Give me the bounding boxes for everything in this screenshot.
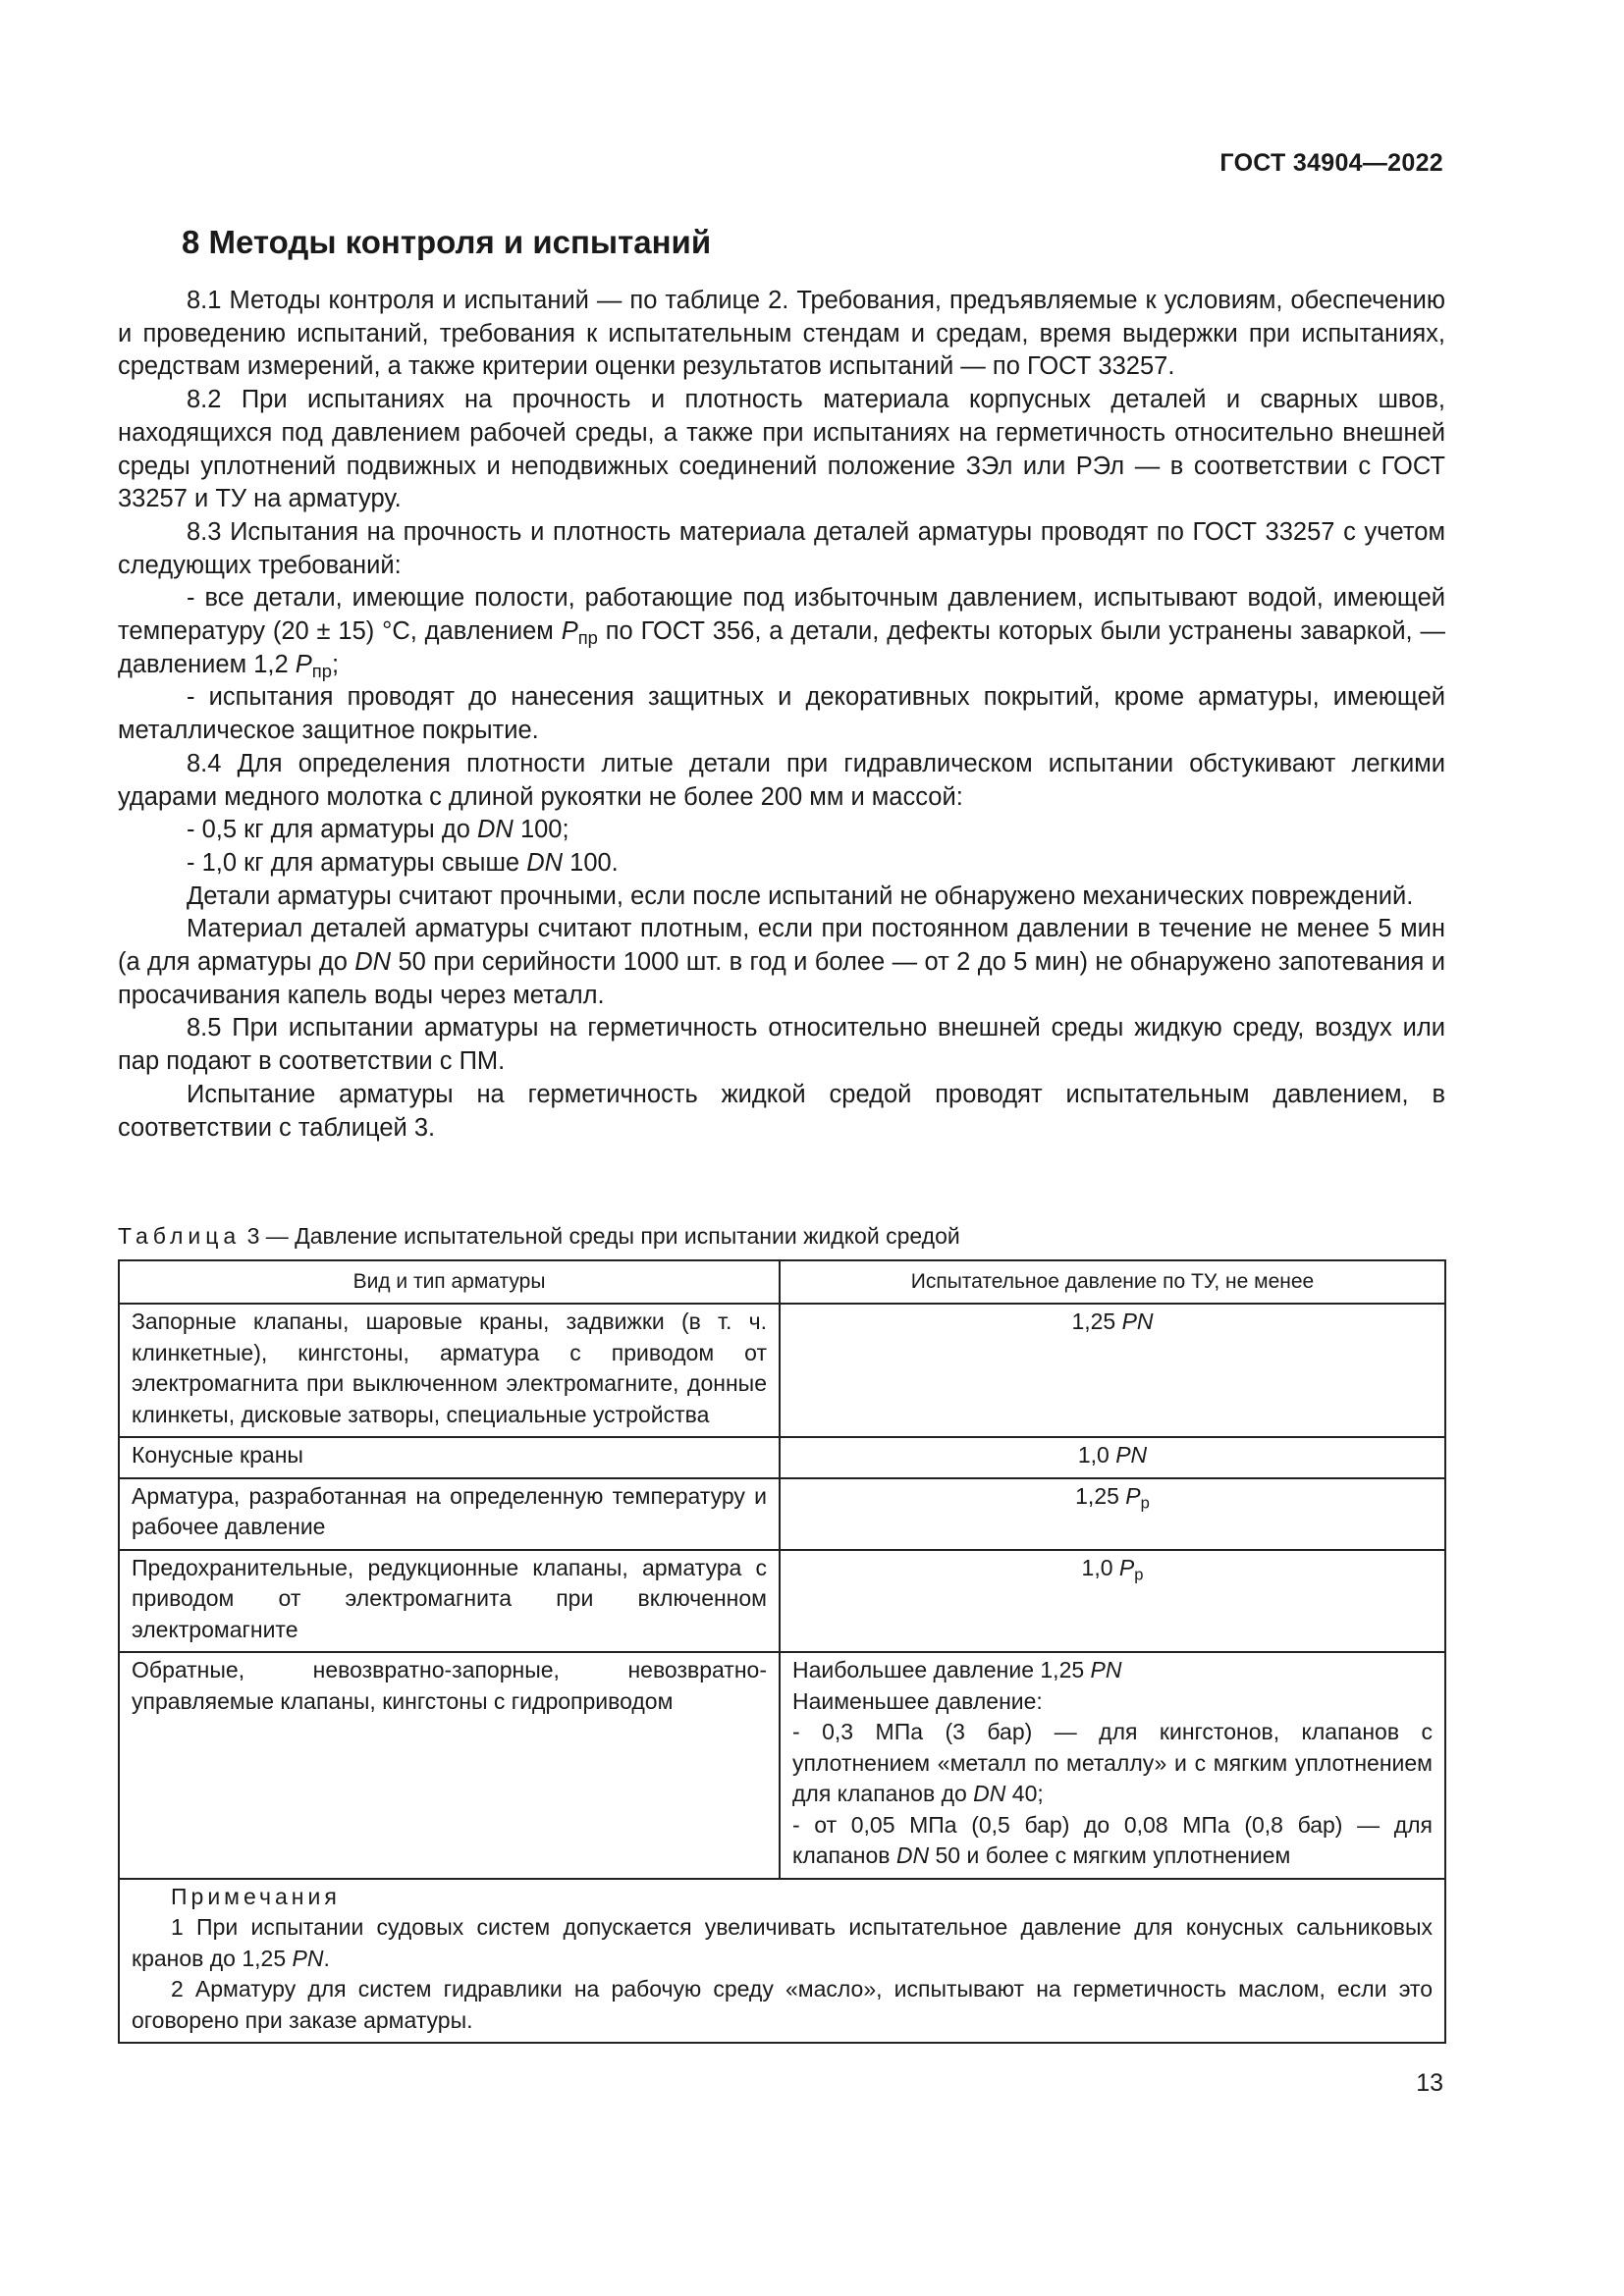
table-row	[119, 1652, 1445, 1879]
table-notes	[119, 1879, 1445, 2044]
table-header-row	[119, 1260, 1445, 1304]
paragraph-8-4-density: Материал деталей арматуры считают плотным, если при постоянном давлении в течение не менее 5 мин (а для арматуры до DN 50 при серийности 1000 шт. в год и более — от 2 до 5 мин) не обнаружено запотевания и просачивания капель воды через металл.	[118, 915, 1445, 1009]
page-number: 13	[1416, 2069, 1443, 2097]
column-header-valve-type: Вид и тип арматуры	[119, 1260, 780, 1304]
table-row	[119, 1550, 1445, 1653]
note-1: 1 При испытании судовых систем допускается увеличивать испытательное давление для конусных сальниковых кранов до 1,25 PN.	[132, 1914, 1433, 1971]
column-header-test-pressure: Испытательное давление по ТУ, не менее	[780, 1260, 1445, 1304]
table-cell: Запорные клапаны, шаровые краны, задвижки (в т. ч. клинкетные), кингстоны, арматура с приводом от электромагнита при выключенном электромагните, донные клинкеты, дисковые затворы, специальные устройства	[119, 1304, 780, 1437]
document-header: ГОСТ 34904—2022	[1219, 149, 1443, 177]
paragraph-8-1: 8.1 Методы контроля и испытаний — по таблице 2. Требования, предъявляемые к условиям, обеспечению и проведению испытаний, требования к испытательным стендам и средам, время выдержки при испытаниях, средствам измерений, а также критерии оценки результатов испытаний — по ГОСТ 33257.	[118, 287, 1445, 381]
table-cell: Предохранительные, редукционные клапаны, арматура с приводом от электромагнита при включенном электромагните	[119, 1550, 780, 1653]
max-pressure-line: Наибольшее давление 1,25 PN	[792, 1657, 1122, 1682]
note-2: 2 Арматуру для систем гидравлики на рабочую среду «масло», испытывают на герметичность маслом, если это оговорено при заказе арматуры.	[132, 1976, 1433, 2033]
paragraph-8-3-item-2: - испытания проводят до нанесения защитных и декоративных покрытий, кроме арматуры, имеющей металлическое защитное покрытие.	[118, 683, 1445, 745]
min-pressure-item: - 0,3 МПа (3 бар) — для кингстонов, клапанов с уплотнением «металл по металлу» и с мягким уплотнением для клапанов до DN 40;	[792, 1719, 1433, 1806]
paragraph-8-4-strength: Детали арматуры считают прочными, если после испытаний не обнаружено механических повреждений.	[187, 881, 1414, 910]
paragraph-8-2: 8.2 При испытаниях на прочность и плотность материала корпусных деталей и сварных швов, находящихся под давлением рабочей среды, а также при испытаниях на герметичность относительно внешней среды уплотнений подвижных и неподвижных соединений положение ЗЭл или РЭл — в соответствии с ГОСТ 33257 и ТУ на арматуру.	[118, 386, 1445, 513]
table-cell	[780, 1652, 1445, 1879]
table-cell: Арматура, разработанная на определенную температуру и рабочее давление	[119, 1478, 780, 1550]
table-row	[119, 1478, 1445, 1550]
table-cell: 1,25 PN	[780, 1304, 1445, 1437]
table-cell: Обратные, невозвратно-запорные, невозвратно-управляемые клапаны, кингстоны с гидроприводом	[119, 1652, 780, 1879]
table-cell: 1,25 $P_р$	[780, 1478, 1445, 1550]
paragraph-8-4-item-1: - 0,5 кг для арматуры до DN 100;	[187, 816, 569, 844]
paragraph-8-5-liquid: Испытание арматуры на герметичность жидкой средой проводят испытательным давлением, в соответствии с таблицей 3.	[118, 1080, 1445, 1142]
table-cell: 1,0 $P_р$	[780, 1550, 1445, 1653]
table-row	[119, 1437, 1445, 1478]
paragraph-8-3-item-1: - все детали, имеющие полости, работающие под избыточным давлением, испытывают водой, имеющей температуру (20 ± 15) °С, давлением $P_{пр}$ по ГОСТ 356, а детали, дефекты которых были устранены заваркой, — давлением 1,2 $P_{пр}$;	[118, 584, 1446, 681]
table-caption: Таблица 3 — Давление испытательной среды при испытании жидкой средой	[118, 1223, 960, 1249]
table-cell: 1,0 PN	[780, 1437, 1445, 1478]
min-pressure-item: - от 0,05 МПа (0,5 бар) до 0,08 МПа (0,8 бар) — для клапанов DN 50 и более с мягким уплотнением	[792, 1811, 1433, 1868]
table-notes-row	[119, 1879, 1445, 2044]
table-row	[119, 1304, 1445, 1437]
paragraph-8-4: 8.4 Для определения плотности литые детали при гидравлическом испытании обстукивают легкими ударами медного молотка с длиной рукоятки не более 200 мм и массой:	[118, 749, 1445, 811]
notes-title: Примечания	[171, 1883, 341, 1909]
section-body	[118, 285, 1445, 1145]
table-cell: Конусные краны	[119, 1437, 780, 1478]
paragraph-8-5: 8.5 При испытании арматуры на герметичность относительно внешней среды жидкую среду, воздух или пар подают в соответствии с ПМ.	[118, 1014, 1445, 1076]
table-3	[118, 1259, 1446, 2044]
min-pressure-label: Наименьшее давление:	[792, 1687, 1043, 1714]
section-title: 8 Методы контроля и испытаний	[182, 224, 712, 260]
paragraph-8-3: 8.3 Испытания на прочность и плотность материала деталей арматуры проводят по ГОСТ 33257 с учетом следующих требований:	[118, 517, 1445, 579]
paragraph-8-4-item-2: - 1,0 кг для арматуры свыше DN 100.	[187, 848, 619, 877]
